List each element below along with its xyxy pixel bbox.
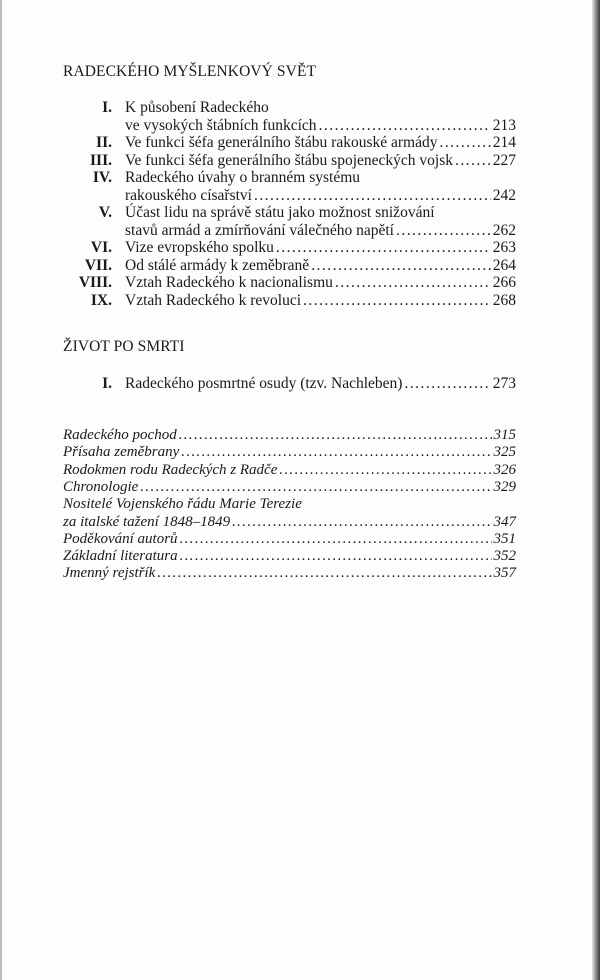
entry-title: Přísaha zeměbrany	[63, 444, 180, 461]
page-number: 214	[492, 134, 516, 151]
dot-leader	[404, 375, 490, 393]
entry-title: Ve funkci šéfa generálního štábu spojeneckých vojsk	[125, 151, 453, 169]
entry-title: Účast lidu na správě státu jako možnost snižování	[125, 204, 435, 221]
section-heading: RADECKÉHO MYŠLENKOVÝ SVĚT	[63, 63, 317, 80]
toc-entry	[60, 274, 516, 292]
chapter-numeral: IX.	[90, 291, 112, 309]
dot-leader	[335, 274, 491, 292]
page-number: 263	[492, 239, 516, 256]
entry-title: stavů armád a zmírňování válečného napětí	[125, 221, 394, 239]
page-number: 352	[493, 548, 516, 565]
entry-title: Chronologie	[63, 478, 139, 495]
page-number: 325	[493, 444, 516, 461]
entry-title: K působení Radeckého	[125, 99, 269, 116]
page-number: 268	[492, 291, 516, 309]
page-number: 227	[492, 151, 516, 169]
page-number: 213	[492, 116, 516, 134]
back-matter-entry	[63, 478, 516, 496]
dot-leader	[179, 426, 492, 444]
page-number: 315	[493, 427, 516, 443]
section-heading: ŽIVOT PO SMRTI	[63, 338, 185, 355]
entry-title: Rodokmen rodu Radeckých z Radče	[63, 461, 278, 478]
toc-entry	[60, 239, 516, 257]
dot-leader	[311, 257, 491, 275]
chapter-numeral: V.	[98, 204, 112, 221]
page-number: 326	[493, 461, 516, 478]
page-number: 264	[492, 256, 516, 274]
dot-leader	[303, 292, 491, 310]
back-matter-entry	[63, 443, 516, 461]
toc-entry	[60, 187, 516, 205]
entry-title: rakouského císařství	[125, 186, 252, 204]
back-matter-entry	[63, 461, 516, 479]
page-number: 266	[492, 274, 516, 291]
page-number: 262	[492, 221, 516, 239]
entry-title: za italské tažení 1848–1849	[63, 513, 231, 530]
entry-title: Od stálé armády k zeměbraně	[125, 256, 310, 274]
toc-entry	[60, 222, 516, 240]
scan-right-edge	[592, 0, 600, 980]
scan-left-edge	[0, 0, 2, 980]
chapter-numeral: I.	[102, 99, 112, 116]
entry-title: Radeckého pochod	[63, 427, 177, 443]
entry-title: Jmenný rejstřík	[63, 565, 156, 582]
dot-leader	[439, 134, 490, 152]
page-number: 242	[492, 186, 516, 204]
back-matter-entry	[63, 513, 516, 531]
dot-leader	[181, 443, 491, 461]
back-matter-entry	[63, 547, 516, 565]
dot-leader	[276, 239, 491, 257]
entry-title: Ve funkci šéfa generálního štábu rakouské armády	[125, 134, 438, 151]
back-matter-entry	[63, 564, 516, 582]
toc-entry	[60, 257, 516, 275]
dot-leader	[254, 187, 491, 205]
page-number: 351	[493, 530, 516, 547]
dot-leader	[232, 513, 491, 531]
toc-entry	[60, 204, 516, 222]
dot-leader	[279, 461, 491, 479]
dot-leader	[455, 152, 491, 170]
entry-title: Radeckého posmrtné osudy (tzv. Nachleben)	[125, 375, 403, 392]
toc-entry	[60, 292, 516, 310]
chapter-numeral: II.	[96, 134, 112, 151]
page-number: 273	[492, 375, 516, 392]
dot-leader	[180, 547, 492, 565]
chapter-numeral: IV.	[92, 169, 112, 186]
back-matter-entry	[63, 495, 516, 513]
toc-entry	[60, 117, 516, 135]
chapter-numeral: VI.	[90, 239, 112, 256]
chapter-numeral: III.	[90, 151, 112, 169]
dot-leader	[140, 478, 491, 496]
entry-title: ve vysokých štábních funkcích	[125, 116, 317, 134]
back-matter-entry	[63, 530, 516, 548]
entry-title: Vztah Radeckého k nacionalismu	[125, 274, 333, 291]
toc-entry	[60, 152, 516, 170]
toc-entry	[60, 169, 516, 187]
toc-entry	[60, 134, 516, 152]
entry-title: Vztah Radeckého k revoluci	[125, 291, 302, 309]
dot-leader	[396, 222, 491, 240]
page-number: 347	[493, 513, 516, 530]
chapter-numeral: VIII.	[78, 274, 112, 291]
chapter-numeral: I.	[102, 375, 112, 392]
dot-leader	[157, 564, 491, 582]
chapter-numeral: VII.	[84, 256, 112, 274]
page-number: 357	[493, 565, 516, 582]
back-matter-entry	[63, 426, 516, 444]
page-number: 329	[493, 478, 516, 495]
dot-leader	[319, 117, 491, 135]
entry-title: Radeckého úvahy o branném systému	[125, 169, 361, 186]
entry-title: Poděkování autorů	[63, 530, 178, 547]
dot-leader	[180, 530, 492, 548]
entry-title: Vize evropského spolku	[125, 239, 274, 256]
entry-title: Nositelé Vojenského řádu Marie Terezie	[63, 496, 302, 513]
toc-entry	[60, 375, 516, 393]
toc-entry	[60, 99, 516, 117]
entry-title: Základní literatura	[63, 548, 178, 565]
